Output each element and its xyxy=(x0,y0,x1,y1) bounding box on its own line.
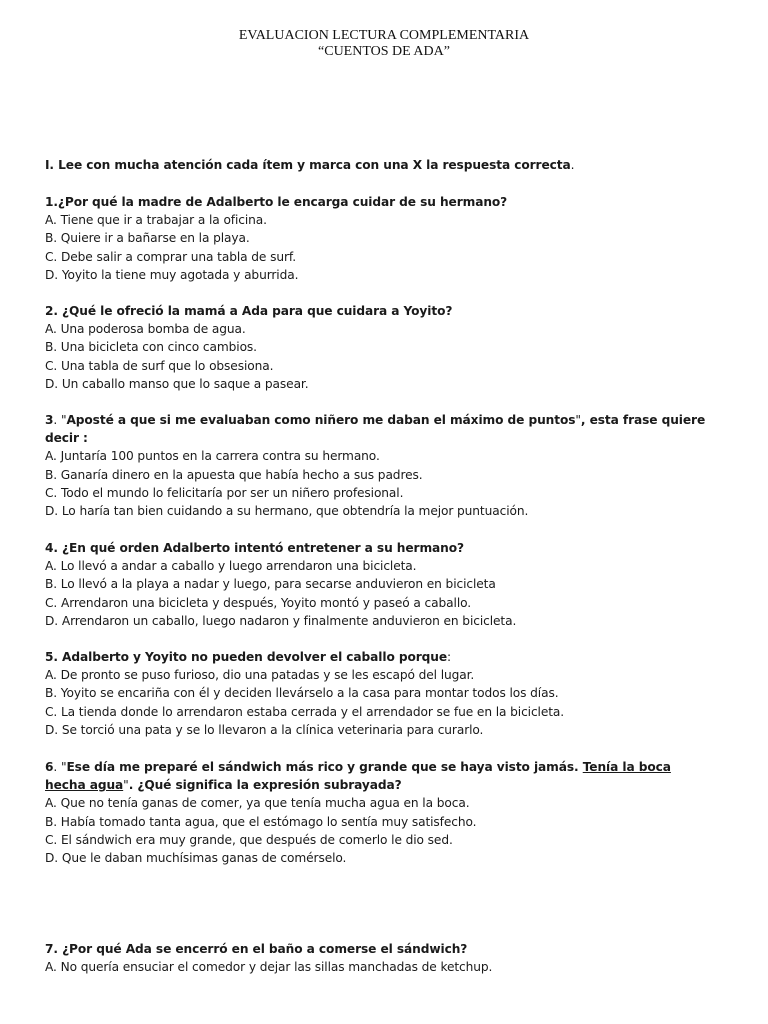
instructions-text: I. Lee con mucha atención cada ítem y marca con una X la respuesta correcta xyxy=(45,158,571,172)
page-subtitle: “CUENTOS DE ADA” xyxy=(318,44,450,59)
question-4 xyxy=(45,539,735,630)
question-1 xyxy=(45,193,735,284)
question-6-quote-close: " xyxy=(123,778,129,793)
question-1-option-c[interactable]: C. Debe salir a comprar una tabla de surf. xyxy=(45,249,296,264)
question-6-prompt xyxy=(45,758,735,794)
question-4-option-d[interactable]: D. Arrendaron un caballo, luego nadaron y finalmente anduvieron en bicicleta. xyxy=(45,613,517,628)
question-6-quote-open: . " xyxy=(53,760,67,774)
question-7 xyxy=(45,940,735,976)
question-6-option-d[interactable]: D. Que le daban muchísimas ganas de comérselo. xyxy=(45,851,347,866)
question-6-quote: Ese día me preparé el sándwich más rico y grande que se haya visto jamás. xyxy=(66,760,583,774)
question-1-option-a[interactable]: A. Tiene que ir a trabajar a la oficina. xyxy=(45,213,267,228)
question-6-option-a[interactable]: A. Que no tenía ganas de comer, ya que tenía mucha agua en la boca. xyxy=(45,796,470,811)
question-3-option-d[interactable]: D. Lo haría tan bien cuidando a su hermano, que obtendría la mejor puntuación. xyxy=(45,504,529,519)
question-2-option-d[interactable]: D. Un caballo manso que lo saque a pasear. xyxy=(45,376,309,391)
question-1-prompt: 1.¿Por qué la madre de Adalberto le encarga cuidar de su hermano? xyxy=(45,195,508,209)
question-5-option-d[interactable]: D. Se torció una pata y se lo llevaron a la clínica veterinaria para curarlo. xyxy=(45,722,484,737)
question-5-option-a[interactable]: A. De pronto se puso furioso, dio una patadas y se les escapó del lugar. xyxy=(45,668,475,683)
question-4-option-c[interactable]: C. Arrendaron una bicicleta y después, Yoyito montó y paseó a caballo. xyxy=(45,595,472,610)
question-3 xyxy=(45,411,735,520)
question-7-prompt-text: . ¿Por qué Ada se encerró en el baño a comerse el sándwich? xyxy=(53,942,468,956)
instructions-end: . xyxy=(570,158,575,172)
question-6-underlined-a: Tenía la boca xyxy=(582,760,671,774)
question-7-option-a[interactable]: A. No quería ensuciar el comedor y dejar las sillas manchadas de ketchup. xyxy=(45,960,493,975)
question-2-prompt: 2. ¿Qué le ofreció la mamá a Ada para que cuidara a Yoyito? xyxy=(45,304,453,318)
question-5 xyxy=(45,648,735,739)
question-3-quote: Aposté a que si me evaluaban como niñero me daban el máximo de puntos xyxy=(66,413,576,427)
question-5-prompt xyxy=(45,648,735,666)
question-5-prompt-text: 5. Adalberto y Yoyito no pueden devolver el caballo porque xyxy=(45,650,448,664)
question-6 xyxy=(45,758,735,867)
question-3-option-b[interactable]: B. Ganaría dinero en la apuesta que había hecho a sus padres. xyxy=(45,467,423,482)
question-5-prompt-end: : xyxy=(447,650,452,664)
question-3-option-a[interactable]: A. Juntaría 100 puntos en la carrera contra su hermano. xyxy=(45,449,380,464)
question-2-option-c[interactable]: C. Una tabla de surf que lo obsesiona. xyxy=(45,358,274,373)
question-3-option-c[interactable]: C. Todo el mundo lo felicitaría por ser un niñero profesional. xyxy=(45,485,404,500)
question-3-quote-open: . " xyxy=(53,413,67,427)
question-1-option-d[interactable]: D. Yoyito la tiene muy agotada y aburrida. xyxy=(45,267,299,282)
question-1-option-b[interactable]: B. Quiere ir a bañarse en la playa. xyxy=(45,231,250,246)
question-2-option-a[interactable]: A. Una poderosa bomba de agua. xyxy=(45,322,246,337)
page-title: EVALUACION LECTURA COMPLEMENTARIA xyxy=(238,28,530,43)
question-3-number: 3 xyxy=(45,413,54,427)
question-6-underlined-b: hecha agua xyxy=(45,778,124,793)
question-3-prompt xyxy=(45,411,735,447)
question-4-prompt: 4. ¿En qué orden Adalberto intentó entretener a su hermano? xyxy=(45,541,465,555)
question-6-option-c[interactable]: C. El sándwich era muy grande, que después de comerlo le dio sed. xyxy=(45,832,453,847)
question-2-option-b[interactable]: B. Una bicicleta con cinco cambios. xyxy=(45,340,257,355)
instructions xyxy=(45,156,735,174)
question-7-number: 7 xyxy=(45,942,54,956)
question-3-rest: , esta frase quiere decir : xyxy=(45,413,706,446)
question-7-prompt xyxy=(45,940,735,958)
question-4-option-b[interactable]: B. Lo llevó a la playa a nadar y luego, para secarse anduvieron en bicicleta xyxy=(45,577,496,592)
question-2 xyxy=(45,302,735,393)
question-5-option-b[interactable]: B. Yoyito se encariña con él y deciden llevárselo a la casa para montar todos los días. xyxy=(45,686,559,701)
question-4-option-a[interactable]: A. Lo llevó a andar a caballo y luego arrendaron una bicicleta. xyxy=(45,559,417,574)
question-6-rest: . ¿Qué significa la expresión subrayada? xyxy=(128,778,402,793)
question-6-number: 6 xyxy=(45,760,54,774)
question-5-option-c[interactable]: C. La tienda donde lo arrendaron estaba cerrada y el arrendador se fue en la bicicleta. xyxy=(45,704,565,719)
question-6-option-b[interactable]: B. Había tomado tanta agua, que el estómago lo sentía muy satisfecho. xyxy=(45,814,477,829)
question-3-quote-close: " xyxy=(575,413,581,427)
